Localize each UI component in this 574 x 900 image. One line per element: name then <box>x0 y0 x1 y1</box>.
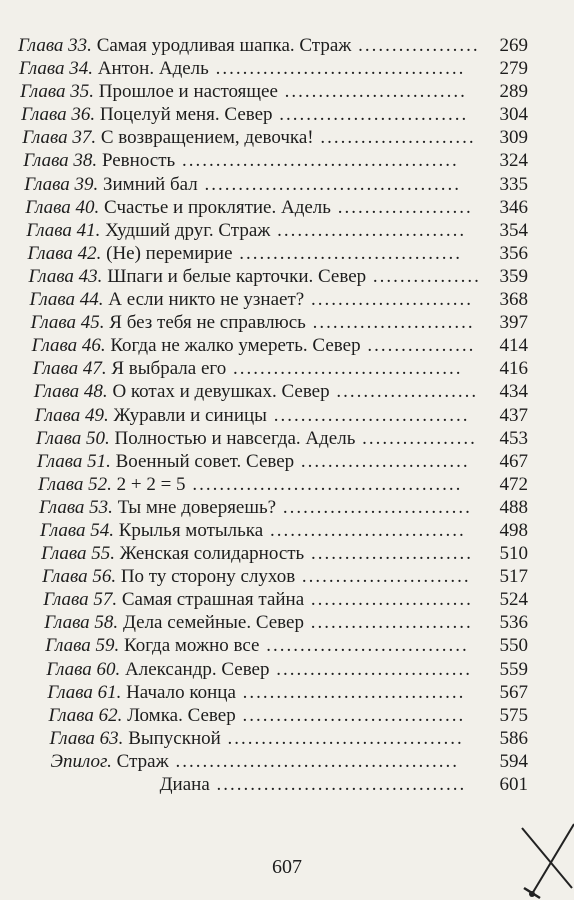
crossed-swords-icon <box>514 810 574 900</box>
chapter-page-number: 550 <box>499 635 528 657</box>
chapter-title: Диана <box>159 774 210 795</box>
chapter-title: Военный совет. Север <box>115 450 295 472</box>
leader-dots: ............................. <box>269 658 472 680</box>
chapter-title: По ту сторону слухов <box>120 566 296 588</box>
toc-entry <box>18 496 528 519</box>
chapter-label: Глава 43. <box>28 265 103 287</box>
chapter-page-number: 524 <box>499 589 528 611</box>
leader-dots: ........................................ <box>185 473 463 495</box>
chapter-label: Глава 48. <box>33 381 108 403</box>
leader-dots: ............................ <box>270 219 467 241</box>
chapter-label: Глава 52. <box>37 473 112 495</box>
chapter-label: Глава 59. <box>45 635 120 657</box>
chapter-title: Счастье и проклятие. Адель <box>104 196 331 218</box>
chapter-page-number: 434 <box>499 381 528 403</box>
chapter-page-number: 304 <box>499 104 528 126</box>
chapter-title: Начало конца <box>126 681 236 703</box>
toc-entry <box>18 565 528 588</box>
chapter-page-number: 498 <box>499 519 528 541</box>
chapter-page-number: 488 <box>499 496 528 518</box>
leader-dots: ............................. <box>266 404 470 426</box>
chapter-page-number: 354 <box>499 219 528 241</box>
leader-dots: ............................ <box>276 496 472 518</box>
leader-dots: .................................. <box>226 358 463 380</box>
toc-entry <box>18 681 528 704</box>
toc-entry <box>18 126 528 149</box>
toc-entry <box>18 288 528 311</box>
toc-entry <box>18 242 528 265</box>
leader-dots: ................................. <box>235 681 466 703</box>
chapter-title: Полностью и навсегда. Адель <box>114 427 356 449</box>
toc-entry <box>18 542 528 565</box>
chapter-title: А если никто не узнает? <box>108 289 305 311</box>
chapter-page-number: 559 <box>499 658 528 680</box>
chapter-label: Глава 54. <box>40 519 114 541</box>
toc-entry <box>18 196 528 219</box>
toc-entry <box>18 658 528 681</box>
chapter-label: Глава 53. <box>39 496 113 518</box>
toc-entry <box>18 750 528 773</box>
chapter-label: Глава 60. <box>46 658 121 680</box>
chapter-label: Глава 40. <box>25 196 100 218</box>
chapter-title: Самая уродливая шапка. Страж <box>96 35 352 56</box>
chapter-label: Глава 35. <box>20 81 95 103</box>
chapter-title: С возвращением, девочка! <box>100 127 314 149</box>
chapter-page-number: 594 <box>499 750 528 772</box>
leader-dots: .............................. <box>259 635 469 657</box>
chapter-label: Глава 55. <box>41 543 116 565</box>
leader-dots: ........................ <box>304 289 473 311</box>
leader-dots: ........................ <box>305 312 475 334</box>
table-of-contents <box>18 34 528 796</box>
chapter-label: Глава 33. <box>18 35 92 56</box>
chapter-title: Ломка. Север <box>127 704 236 726</box>
leader-dots: ....................... <box>313 127 476 149</box>
leader-dots: ........................ <box>303 612 473 634</box>
toc-entry <box>18 80 528 103</box>
chapter-title: Поцелуй меня. Север <box>99 104 273 126</box>
toc-entry <box>18 380 528 403</box>
chapter-page-number: 335 <box>499 173 528 195</box>
chapter-label: Глава 63. <box>49 727 124 749</box>
chapter-page-number: 269 <box>499 35 528 56</box>
chapter-page-number: 601 <box>499 774 528 795</box>
chapter-page-number: 437 <box>499 404 528 426</box>
chapter-label: Глава 46. <box>31 335 106 357</box>
chapter-title: 2 + 2 = 5 <box>116 473 186 495</box>
toc-entry <box>18 404 528 427</box>
chapter-title: Ревность <box>101 150 176 172</box>
chapter-label: Глава 62. <box>48 704 123 726</box>
leader-dots: ..................................... <box>208 58 466 80</box>
leader-dots: ......................................... <box>175 150 459 172</box>
toc-entry <box>18 334 528 357</box>
leader-dots: ..................... <box>329 381 479 403</box>
toc-entry <box>18 634 528 657</box>
leader-dots: ................................. <box>232 242 463 264</box>
chapter-label: Глава 51. <box>36 450 111 472</box>
chapter-title: О котах и девушках. Север <box>112 381 330 403</box>
chapter-title: Зимний бал <box>102 173 198 195</box>
chapter-label: Глава 49. <box>34 404 109 426</box>
leader-dots: ......................... <box>295 566 471 588</box>
chapter-page-number: 279 <box>499 58 528 80</box>
leader-dots: ........................ <box>304 543 473 565</box>
chapter-label: Глава 39. <box>24 173 99 195</box>
leader-dots: ......................... <box>294 450 470 472</box>
chapter-title: Журавли и синицы <box>113 404 267 426</box>
chapter-label: Глава 58. <box>44 612 119 634</box>
chapter-label: Глава 38. <box>23 150 98 172</box>
toc-entry <box>18 450 528 473</box>
chapter-label: Глава 42. <box>27 242 102 264</box>
chapter-label: Глава 57. <box>43 589 118 611</box>
toc-entry <box>18 427 528 450</box>
chapter-title: Я выбрала его <box>111 358 227 380</box>
toc-entry <box>18 773 528 796</box>
chapter-label: Глава 45. <box>30 312 105 334</box>
chapter-page-number: 575 <box>499 704 528 726</box>
leader-dots: ........................ <box>304 589 473 611</box>
chapter-title: Александр. Север <box>125 658 270 680</box>
toc-entry <box>18 311 528 334</box>
chapter-page-number: 397 <box>499 312 528 334</box>
chapter-title: Я без тебя не справлюсь <box>109 312 306 334</box>
chapter-label: Эпилог. <box>50 750 112 772</box>
chapter-title: Страж <box>116 750 169 772</box>
toc-entry <box>18 219 528 242</box>
chapter-title: Прошлое и настоящее <box>98 81 278 103</box>
chapter-page-number: 359 <box>499 265 528 287</box>
chapter-label: Глава 36. <box>21 104 96 126</box>
chapter-title: Крылья мотылька <box>118 519 264 541</box>
chapter-label: Глава 34. <box>19 58 93 80</box>
chapter-page-number: 467 <box>499 450 528 472</box>
toc-entry <box>18 173 528 196</box>
leader-dots: ............................ <box>272 104 469 126</box>
chapter-title: Когда не жалко умереть. Север <box>110 335 361 357</box>
toc-entry <box>18 473 528 496</box>
leader-dots: ................ <box>360 335 476 357</box>
chapter-label: Глава 44. <box>29 289 104 311</box>
chapter-label: Глава 47. <box>32 358 107 380</box>
toc-entry <box>18 149 528 172</box>
chapter-label: Глава 41. <box>26 219 101 241</box>
chapter-page-number: 356 <box>499 242 528 264</box>
toc-entry <box>18 103 528 126</box>
leader-dots: ................. <box>355 427 477 449</box>
toc-entry <box>18 265 528 288</box>
chapter-title: Шпаги и белые карточки. Север <box>107 265 367 287</box>
chapter-title: Антон. Адель <box>97 58 209 80</box>
toc-entry <box>18 34 528 57</box>
chapter-page-number: 510 <box>499 543 528 565</box>
leader-dots: ................................. <box>235 704 466 726</box>
chapter-title: Дела семейные. Север <box>122 612 304 634</box>
toc-entry <box>18 519 528 542</box>
chapter-page-number: 414 <box>499 335 528 357</box>
toc-entry <box>18 727 528 750</box>
chapter-label: Глава 50. <box>35 427 110 449</box>
chapter-page-number: 536 <box>499 612 528 634</box>
chapter-title: Ты мне доверяешь? <box>117 496 277 518</box>
chapter-label: Глава 56. <box>42 566 117 588</box>
leader-dots: .......................................... <box>168 750 459 772</box>
chapter-page-number: 453 <box>499 427 528 449</box>
chapter-page-number: 416 <box>499 358 528 380</box>
leader-dots: .................. <box>351 35 480 56</box>
leader-dots: .................... <box>330 196 473 218</box>
leader-dots: ..................................... <box>209 774 467 795</box>
toc-entry <box>18 588 528 611</box>
chapter-title: Самая страшная тайна <box>121 589 305 611</box>
chapter-page-number: 324 <box>499 150 528 172</box>
chapter-page-number: 472 <box>499 473 528 495</box>
chapter-page-number: 368 <box>499 289 528 311</box>
leader-dots: ............................. <box>263 519 466 541</box>
chapter-title: Когда можно все <box>123 635 260 657</box>
leader-dots: ................ <box>366 265 481 287</box>
chapter-page-number: 517 <box>499 566 528 588</box>
toc-entry <box>18 704 528 727</box>
leader-dots: ...................................... <box>197 173 461 195</box>
chapter-label: Глава 61. <box>47 681 122 703</box>
leader-dots: ........................... <box>277 81 467 103</box>
chapter-title: Худший друг. Страж <box>105 219 271 241</box>
chapter-title: (Не) перемирие <box>106 242 233 264</box>
toc-entry <box>18 611 528 634</box>
chapter-page-number: 586 <box>499 727 528 749</box>
chapter-label: Глава 37. <box>22 127 97 149</box>
chapter-page-number: 346 <box>499 196 528 218</box>
leader-dots: ................................... <box>220 727 464 749</box>
chapter-page-number: 567 <box>499 681 528 703</box>
chapter-page-number: 289 <box>499 81 528 103</box>
chapter-title: Женская солидарность <box>119 543 305 565</box>
toc-entry <box>18 357 528 380</box>
page-number: 607 <box>272 856 302 878</box>
chapter-page-number: 309 <box>499 127 528 149</box>
toc-entry <box>18 57 528 80</box>
chapter-title: Выпускной <box>128 727 221 749</box>
